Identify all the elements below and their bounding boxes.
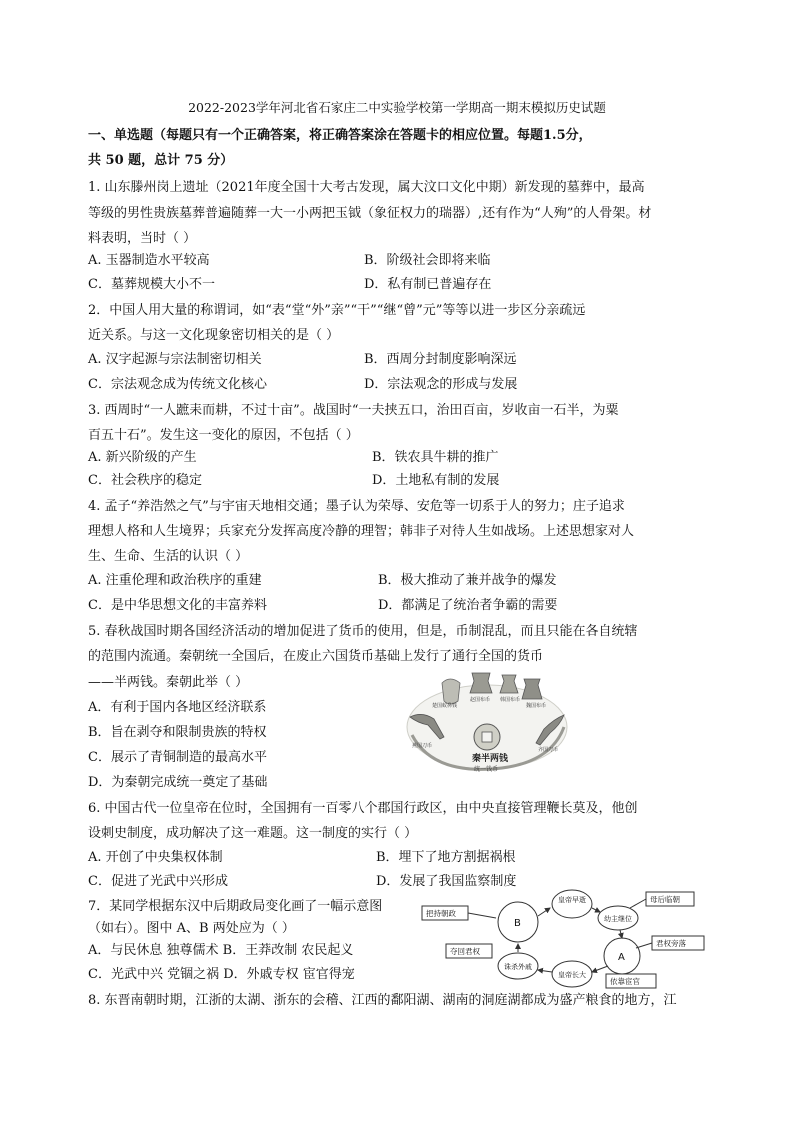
q5-stem-line1: 5. 春秋战国时期各国经济活动的增加促进了货币的使用，但是，币制混乱，而且只能在各自统辖 [88,624,638,639]
q2-option-b[interactable]: B．西周分封制度影响深远 [364,352,517,367]
q7-options-ab[interactable]: A．与民休息 独尊儒术 B．王莽改制 农民起义 [88,943,354,958]
q4-option-c[interactable]: C．是中华思想文化的丰富养料 [88,598,267,613]
ban-liang-coin-hole [482,732,492,742]
figure-label-zhao: 赵国布币 [470,697,491,703]
q1-option-a[interactable]: A. 玉器制造水平较高 [88,253,210,268]
q3-option-a[interactable]: A. 新兴阶级的产生 [88,450,197,465]
q1-option-d[interactable]: D．私有制已普遍存在 [364,277,492,292]
box-power-decline-text: 君权旁落 [656,939,686,948]
q3-option-c[interactable]: C．社会秩序的稳定 [88,473,202,488]
q7-stem-line2: （如右）。图中 A、B 两处应为（ ） [88,921,295,936]
q3-stem-line1: 3. 西周时“一人蹠耒而耕，不过十亩”。战国时“一夫挟五口，治田百亩，岁收亩一石半，为粟 [88,403,619,418]
node-child-emperor-text: 幼主继位 [604,915,632,923]
figure-label-chu: 楚国蚁鼻钱 [432,703,458,709]
q6-option-a[interactable]: A. 开创了中央集权体制 [88,850,223,865]
ant-nose-coin-icon [442,679,460,704]
q6-option-c[interactable]: C．促进了光武中兴形成 [88,874,228,889]
q8-stem-line1: 8. 东晋南朝时期，江浙的太湖、浙东的会稽、江西的鄱阳湖、湖南的洞庭湖都成为盛产粮食的地方，江 [88,993,677,1008]
box-control-court-text: 把持朝政 [426,909,456,918]
q5-stem-line2: 的范围内流通。秦朝统一全国后，在废止六国货币基础上发行了通行全国的货币 [88,649,544,664]
q6-option-d[interactable]: D．发展了我国监察制度 [376,874,517,889]
figure-label-yan: 燕国刀币 [412,743,433,749]
q4-option-a[interactable]: A. 注重伦理和政治秩序的重建 [88,573,262,588]
circle-a-label: A [618,952,625,963]
arrow-b-to-top [538,908,550,916]
figure-label-unified: 统一钱币 [474,766,499,773]
q1-stem-line3: 料表明，当时（ ） [88,231,197,246]
q5-option-b[interactable]: B．旨在剥夺和限制贵族的特权 [88,725,267,740]
q1-option-b[interactable]: B．阶级社会即将来临 [364,253,491,268]
figure-label-wei: 魏国布币 [526,703,547,709]
q5-stem-line3: ——半两钱。秦朝此举（ ） [88,675,249,690]
q1-stem-line2: 等级的男性贵族墓葬普遍随葬一大一小两把玉钺（象征权力的瑞器）,还有作为“人殉”的人骨架。材 [88,206,652,221]
q1-stem-line1: 1. 山东滕州岗上遗址（2021年度全国十大考古发现，属大汶口文化中期）新发现的墓葬中，最高 [88,180,645,195]
q2-option-c[interactable]: C．宗法观念成为传统文化核心 [88,377,267,392]
q2-stem-line1: 2．中国人用大量的称谓词，如“表“堂“外”亲”“干”“继“曾”元”等等以进一步区分亲疏远 [88,303,586,318]
q3-option-d[interactable]: D．土地私有制的发展 [372,473,500,488]
node-emperor-early-death [552,890,592,918]
spade-coin-icon-2 [500,675,518,693]
q4-stem-line2: 理想人格和人生境界；兵家充分发挥高度冷静的理智；韩非子对待人生如战场。上述思想家对人 [88,524,635,539]
q5-option-a[interactable]: A．有利于国内各地区经济联系 [88,700,267,715]
circle-b-label: B [514,918,521,929]
arrow-a-to-bottom [592,966,608,972]
figure-label-han: 韩国布币 [500,697,521,703]
currency-unification-figure [402,665,572,775]
spade-coin-icon-3 [522,679,542,699]
q1-option-c[interactable]: C．墓葬规模大小不一 [88,277,215,292]
q6-option-b[interactable]: B．埋下了地方割据祸根 [376,850,516,865]
q7-stem-line1: 7．某同学根据东汉中后期政局变化画了一幅示意图 [88,899,383,914]
q2-option-d[interactable]: D．宗法观念的形成与发展 [364,377,518,392]
q3-option-b[interactable]: B．铁农具牛耕的推广 [372,450,499,465]
q6-stem-line1: 6. 中国古代一位皇帝在位时，全国拥有一百零八个郡国行政区，由中央直接管理鞭长莫及，他创 [88,801,638,816]
box-empress-regency-text: 母后临朝 [650,895,680,904]
q4-option-d[interactable]: D．都满足了统治者争霸的需要 [378,598,558,613]
node-emperor-early-death-text: 皇帝早逝 [558,896,586,904]
page-title: 2022-2023学年河北省石家庄二中实验学校第一学期高一期末模拟历史试题 [188,100,606,115]
q5-option-c[interactable]: C．展示了青铜制造的最高水平 [88,750,267,765]
box-rely-eunuchs-text: 依靠宦官 [610,977,640,986]
q2-option-a[interactable]: A. 汉字起源与宗法制密切相关 [88,352,262,367]
arrow-bottom-to-kill [538,970,552,972]
connector-regency [630,899,646,908]
q4-option-b[interactable]: B．极大推动了兼并战争的爆发 [378,573,557,588]
connector-control-court [468,913,496,918]
q3-stem-line2: 百五十石”。发生这一变化的原因，不包括（ ） [88,428,359,443]
node-kill-consort-clan-text: 诛杀外戚 [504,963,532,971]
section-heading-line2: 共 50 题，总计 75 分） [88,153,234,168]
eastern-han-cycle-diagram [420,888,720,990]
arrow-child-to-a [620,930,622,938]
node-emperor-grows-up-text: 皇帝长大 [558,971,586,979]
q6-stem-line2: 设刺史制度，成功解决了这一难题。这一制度的实行（ ） [88,826,418,841]
arrow-top-to-child [592,908,600,912]
figure-label-qi: 齐国刀币 [538,747,559,753]
q7-options-cd[interactable]: C．光武中兴 党锢之祸 D．外戚专权 宦官得宠 [88,967,355,982]
spade-coin-icon-1 [470,673,492,693]
box-regain-power-text: 夺回君权 [450,947,480,956]
q2-stem-line2: 近关系。与这一文化现象密切相关的是（ ） [88,328,340,343]
section-heading-line1: 一、单选题（每题只有一个正确答案，将正确答案涂在答题卡的相应位置。每题1.5分， [88,128,592,143]
q4-stem-line1: 4. 孟子“养浩然之气”与宇宙天地相交通；墨子认为荣辱、安危等一切系于人的努力；庄子追求 [88,499,625,514]
q4-stem-line3: 生、生命、生活的认识（ ） [88,549,249,564]
q5-option-d[interactable]: D．为秦朝完成统一奠定了基础 [88,775,268,790]
connector-decline [636,943,652,948]
figure-label-qin: 秦半两钱 [472,754,509,764]
